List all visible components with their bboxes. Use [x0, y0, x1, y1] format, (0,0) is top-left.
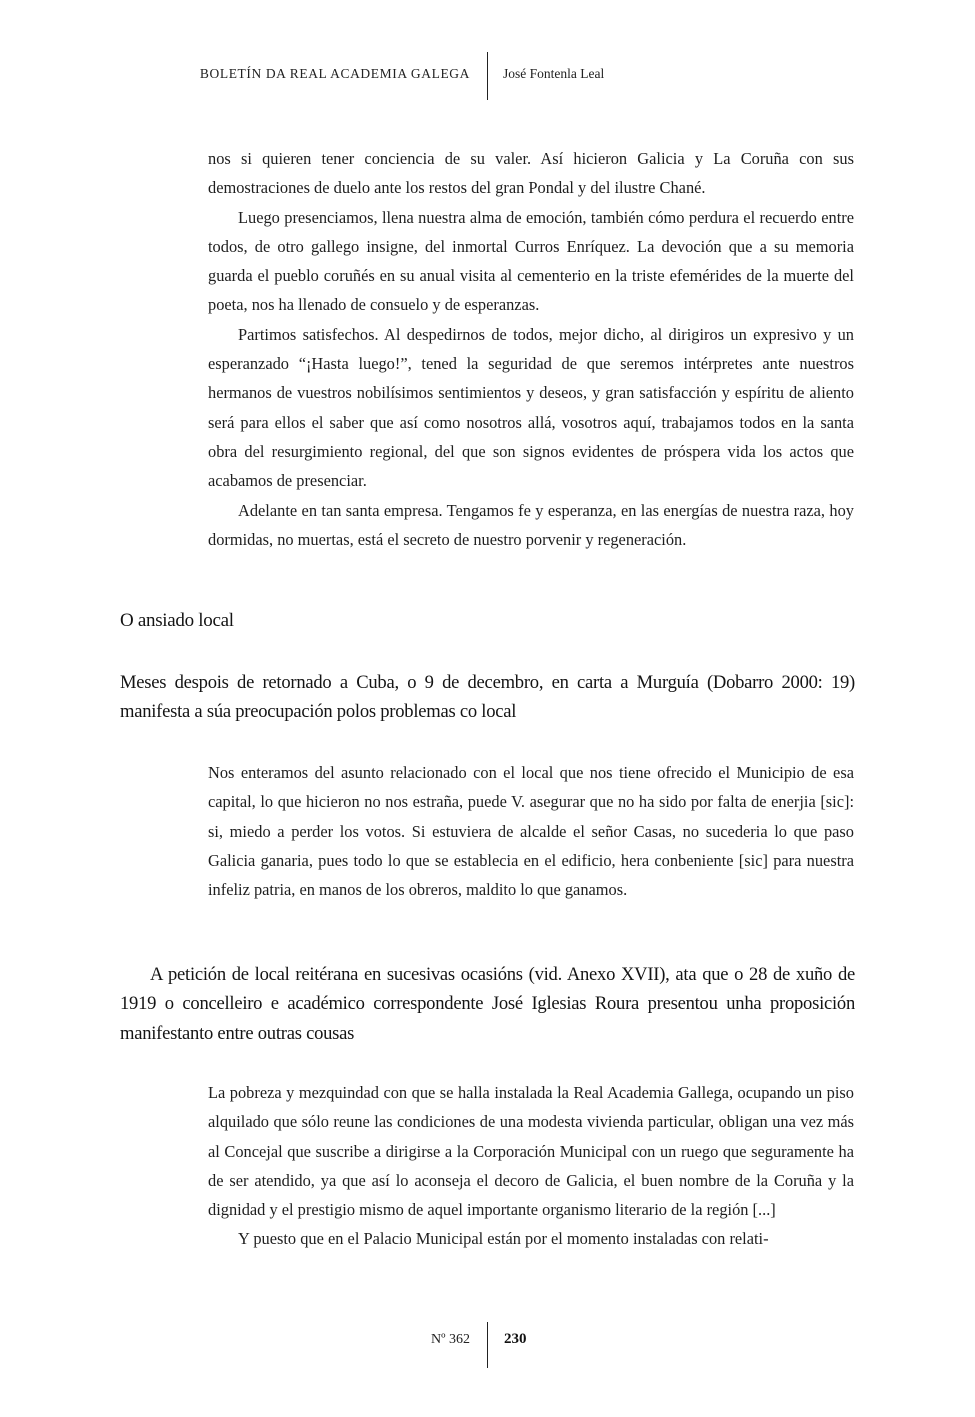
footer-divider	[487, 1322, 488, 1368]
paragraph: nos si quieren tener conciencia de su valer. Así hicieron Galicia y La Coruña con sus demostraciones de duelo ante los restos del gran Pondal y del ilustre Chané.	[208, 149, 854, 198]
body-text-continued	[208, 144, 854, 554]
issue-number: Nº 362	[431, 1332, 470, 1347]
page-footer	[0, 1322, 975, 1370]
quote-paragraph: Y puesto que en el Palacio Municipal están por el momento instaladas con relati-	[238, 1229, 769, 1249]
article-author: José Fontenla Leal	[503, 66, 605, 81]
page-number: 230	[504, 1331, 527, 1347]
paragraph: Luego presenciamos, llena nuestra alma de emoción, también cómo perdura el recuerdo entre todos, de otro gallego insigne, del inmortal Curros Enríquez. La devoción que a su memoria guarda el pueblo coruñés en su anual visita al cementerio en la triste efemérides de la muerte del poeta, nos ha llenado de consuelo y de esperanzas.	[208, 207, 854, 315]
paragraph: A petición de local reitérana en sucesivas ocasións (vid. Anexo XVII), ata que o 28 de xuño de 1919 o concelleiro e académico correspondente José Iglesias Roura presentou unha proposición manifestanto entre outras cousas	[120, 964, 855, 1044]
quote-paragraph: La pobreza y mezquindad con que se halla instalada la Real Academia Gallega, ocupando un piso alquilado que sólo reune las condiciones de una modesta vivienda particular, obligan una vez más al Concejal que suscribe a dirigirse a la Corporación Municipal con un ruego que seguramente ha de ser atendido, ya que así lo aconseja el decoro de Galicia, el buen nombre de la Coruña y la dignidad y el prestigio mismo de aquel importante organismo literario de la región [...]	[208, 1083, 854, 1220]
section-heading: O ansiado local	[120, 610, 234, 631]
block-quote	[208, 758, 854, 904]
journal-title: BOLETÍN DA REAL ACADEMIA GALEGA	[199, 66, 470, 81]
page-header	[0, 52, 975, 100]
block-quote	[208, 1078, 854, 1254]
paragraph: Partimos satisfechos. Al despedirnos de todos, mejor dicho, al dirigiros un expresivo y un esperanzado “¡Hasta luego!”, tened la seguridad de que seremos intérpretes ante nuestros hermanos de vuestros nobilísimos sentimientos y deseos, y gran satisfacción y espíritu de aliento será para ellos el saber que así como nosotros allá, vosotros aquí, trabajamos todos en la santa obra del resurgimiento regional, del que son signos evidentes de próspera vida los actos que acabamos de presenciar.	[208, 324, 854, 491]
paragraph: Meses despois de retornado a Cuba, o 9 de decembro, en carta a Murguía (Dobarro 2000: 19) manifesta a súa preocupación polos problemas co local	[120, 672, 855, 723]
quote-paragraph: Nos enteramos del asunto relacionado con el local que nos tiene ofrecido el Municipio de esa capital, lo que hicieron no nos estraña, puede V. asegurar que no ha sido por falta de enerjia [sic]: si, miedo a perder los votos. Si estuviera de alcalde el señor Casas, no sucederia lo que paso Galicia ganaria, pues todo lo que se establecia en el edificio, hera conbeniente [sic] para nuestra infeliz patria, en manos de los obreros, maldito lo que ganamos.	[208, 763, 854, 900]
paragraph: Adelante en tan santa empresa. Tengamos fe y esperanza, en las energías de nuestra raza, hoy dormidas, no muertas, está el secreto de nuestro porvenir y regeneración.	[208, 500, 854, 549]
lead-paragraph	[120, 960, 855, 1048]
header-divider	[487, 52, 488, 100]
lead-paragraph	[120, 668, 855, 727]
